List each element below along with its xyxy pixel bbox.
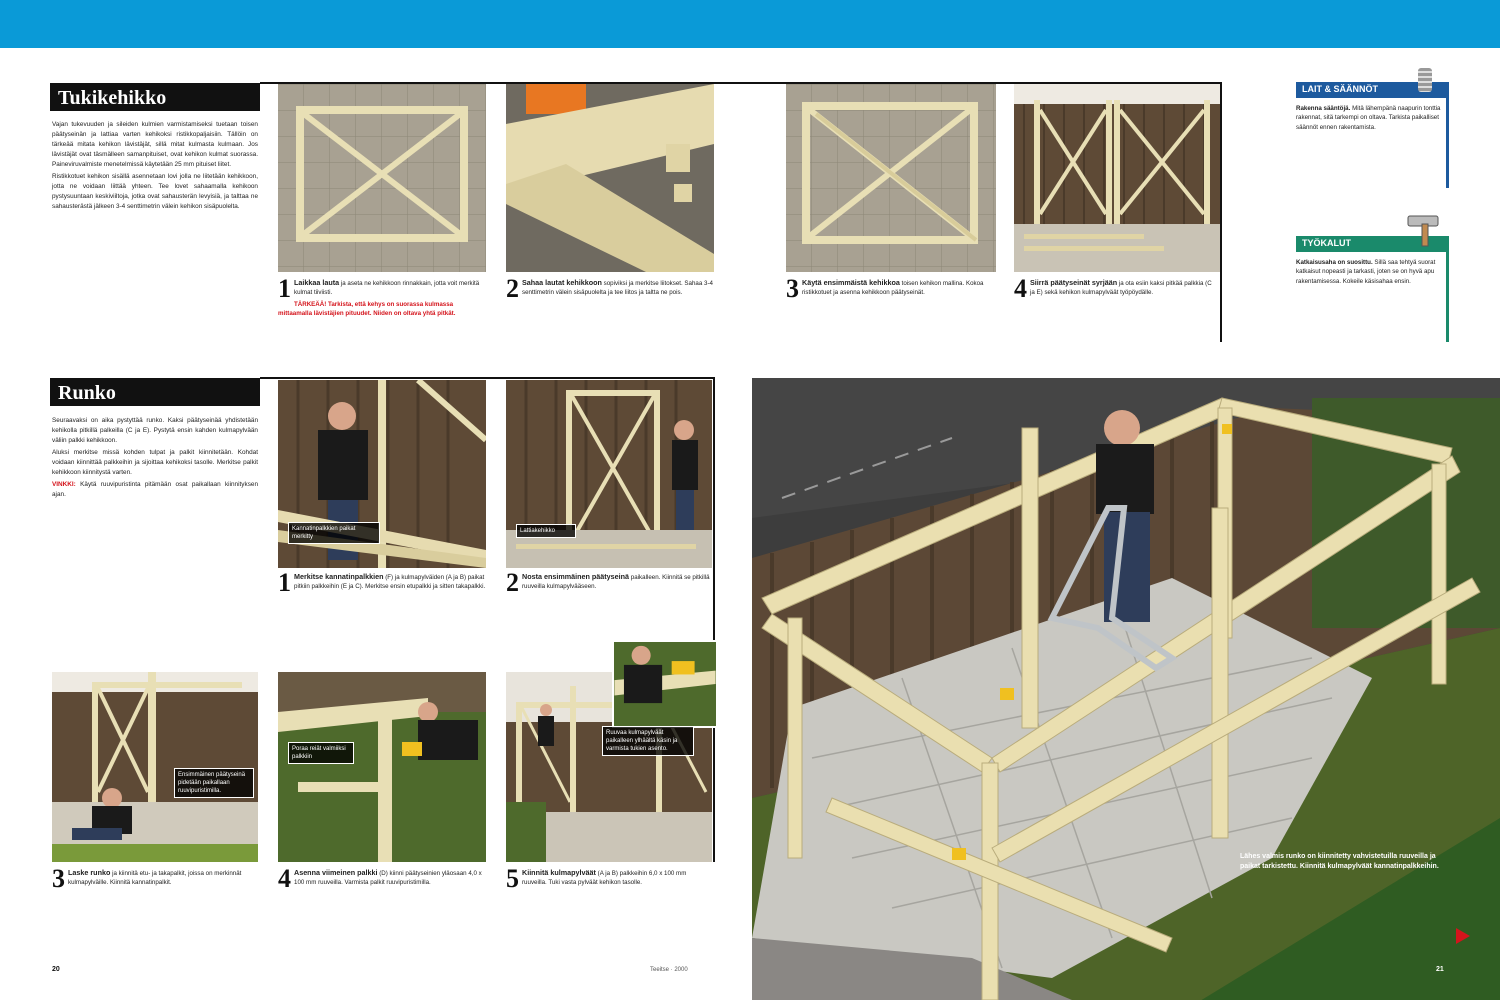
step-text: toisen kehikon mallina. Kokoa ristikkotuet ja asenna kehikkoon päätyseinät. — [802, 280, 984, 297]
tukikehikko-paragraph-2: Ristikkotuet kehikon sisällä asennetaan lovi jolla ne liitetään kehikkoon, jotta ne voidaan liittää yhteen. Tee lovet sahaamalla kehikoon pystysuuntaan keskiviiltoja, jotka ovat sahausterän levyisiä, ja talttaa ne sahausterästä jälkeen 3-4 senttimetrin välein kehikon sisäpuolelta. — [52, 173, 258, 210]
fence-frames-illustration — [1014, 84, 1220, 272]
step-lead: Nosta ensimmäinen päätyseinä — [522, 572, 630, 581]
section-vrule-runko — [713, 377, 715, 862]
sidebar-title-laitsaannot: LAIT & SÄÄNNÖT — [1296, 82, 1446, 98]
tukikehikko-paragraph-1: Vajan tukevuuden ja sileiden kulmien varmistamiseksi tuetaan toisen päätyseinän ja lattiaa varten kehikoksi ristikkopaljaisiin. Tällöin on tärkeää mitata kehikon lävistäjät, sillä mitat kulmasta kulmaan. Jos lävistäjät ovat täsmälleen samanpituiset, ovat kehikon kulmat suorassa. Paineviruvalmiste menetelmissä käytetään 25 mm pituiset liitet. — [52, 121, 258, 168]
step-text: (D) kiinni päätyseinien yläosaan 4,0 x 100 mm ruuveilla. Varmista palkit ruuvipuristimilla. — [294, 870, 482, 887]
step-mid-2 — [506, 568, 712, 597]
photo-man-kneeling — [52, 672, 258, 862]
step-number: 4 — [278, 864, 291, 893]
tip-text: Käytä ruuvipuristinta pitämään osat paikallaan kiinnityksen ajan. — [52, 481, 259, 498]
step-top-2 — [506, 274, 714, 303]
page-number-left: 20 — [52, 966, 60, 973]
step-number: 3 — [52, 864, 65, 893]
frame-illustration — [278, 84, 486, 272]
second-frame-illustration — [786, 84, 996, 272]
photo-label-bot1: Ensimmäinen päätyseinä pidetään paikallaan ruuvipuristimilla. — [174, 768, 254, 798]
step-text: paikalleen. Kiinnitä se pitkillä ruuveilla kulmapylvääseen. — [522, 574, 710, 591]
footer-publication: Teeitse · 2000 — [650, 967, 688, 973]
drilling-illustration — [278, 672, 486, 862]
step-lead: Käytä ensimmäistä kehikkoa — [802, 278, 900, 287]
section-rule-runko — [260, 377, 715, 379]
photo-drilling-beam — [278, 672, 486, 862]
sidebar-border-blue — [1446, 82, 1449, 188]
step-text: ja aseta ne kehikkoon rinnakkain, jotta voit merkitä kulmat tiiviisti. — [294, 280, 480, 297]
photo-frame-on-tiles — [278, 84, 486, 272]
screw-icon — [1418, 68, 1432, 92]
step-lead: Merkitse kannatinpalkkien — [294, 572, 384, 581]
step-lead: Laske runko — [68, 868, 111, 877]
sidebar-lead: Rakenna sääntöjä. — [1296, 104, 1351, 112]
step-number: 3 — [786, 274, 799, 303]
inset-illustration — [614, 642, 716, 726]
runko-body — [52, 416, 258, 502]
step-bottom-4 — [278, 864, 486, 893]
step-lead: Laikkaa lauta — [294, 278, 340, 287]
step-number: 2 — [506, 274, 519, 303]
sidebar-lead: Katkaisusaha on suosittu. — [1296, 258, 1373, 266]
step-warning — [278, 300, 486, 319]
tip-label: VINKKI: — [52, 481, 76, 488]
photo-label-bot2: Poraa reiät valmiiksi palkkiin — [288, 742, 354, 764]
big-photo-caption: Lähes valmis runko on kiinnitetty vahvistetuilla ruuveilla ja paikat tarkistettu. Kiinnitä kulmapylväät kannatinpalkkeihin. — [1240, 853, 1439, 870]
photo-label-mid2: Lattiakehikko — [516, 524, 576, 538]
step-lead: Asenna viimeinen palkki — [294, 868, 378, 877]
step-text: (A ja B) palkkeihin 6,0 x 100 mm ruuveilla. Tuki vasta pylväät kehikon tasolle. — [522, 870, 687, 887]
step-number: 1 — [278, 274, 291, 303]
runko-paragraph-1: Seuraavaksi on aika pystyttää runko. Kaksi päätyseinää yhdistetään kehikolla pitkillä palkeilla (C ja E). Pystytä ensin kahden kulmapylvään väliin palkki kehikkoon. — [52, 417, 258, 444]
section-title-tukikehikko: Tukikehikko — [50, 83, 260, 111]
raising-wall-illustration — [506, 380, 712, 568]
next-page-arrow-icon — [1456, 928, 1470, 944]
step-text: sopiviksi ja merkitse liitokset. Sahaa 3-4 senttimetrin välein sisäpuolelta ja tee liitos ja taltta ne pois. — [522, 280, 713, 297]
step-lead: Siirrä päätyseinät syrjään — [1030, 278, 1118, 287]
warning-text: Tarkista, että kehys on suorassa kulmassa mittaamalla lävistäjien pituudet. Niiden on oltava yhtä pitkät. — [278, 300, 456, 318]
photo-frames-on-fence — [1014, 84, 1220, 272]
step-top-4 — [1014, 274, 1218, 303]
tukikehikko-body — [52, 120, 258, 214]
step-top-1 — [278, 274, 486, 319]
joint-illustration — [506, 84, 714, 272]
runko-tip — [52, 480, 258, 500]
sidebar-text: Mitä lähempänä naapurin tonttia rakennat, sitä tarkempi on oltava. Tarkista paikalliset säännöt ennen rakentamista. — [1296, 104, 1441, 131]
step-top-3 — [786, 274, 996, 303]
step-bottom-3 — [52, 864, 258, 893]
step-number: 4 — [1014, 274, 1027, 303]
photo-two-frames — [786, 84, 996, 272]
step-number: 2 — [506, 568, 519, 597]
top-color-bar — [0, 0, 1500, 48]
photo-shed-frame-aerial — [752, 378, 1500, 1000]
step-text: ja kiinnitä etu- ja takapalkit, joissa on merkinnät kulmapylväille. Kiinnitä kannatinpalkit. — [68, 870, 242, 887]
section-vrule-right — [1220, 82, 1222, 342]
photo-raising-wall — [506, 380, 712, 568]
shed-aerial-illustration — [752, 378, 1500, 1000]
photo-label-mid1: Kannatinpalkkien paikat merkitty — [288, 522, 380, 544]
step-text: ja ota esiin kaksi pitkää palkkia (C ja E) sekä kehikon kulmapylväät työpöydälle. — [1030, 280, 1212, 297]
kneeling-illustration — [52, 672, 258, 862]
step-lead: Sahaa lautat kehikkoon — [522, 278, 602, 287]
photo-inset-screwing — [612, 640, 718, 728]
step-bottom-5 — [506, 864, 712, 893]
step-number: 5 — [506, 864, 519, 893]
sidebar-text: Sillä saa tehtyä suorat katkaisut nopeasti ja tarkasti, joten se on hyvä apu rakentamisessa. Kokeile käsisahaa ensin. — [1296, 258, 1436, 285]
section-title-runko: Runko — [50, 378, 260, 406]
hammer-icon — [1404, 212, 1448, 248]
step-lead: Kiinnitä kulmapylväät — [522, 868, 596, 877]
runko-paragraph-2: Aluksi merkitse missä kohden tulpat ja palkit kiinnitetään. Kohdat voidaan kiinnittää palkkeihin ja sijoittaa kehikoksi tasolle. Merkitse palkit kehikkoon kiinnitystä varten. — [52, 449, 258, 476]
page-number-right: 21 — [1436, 966, 1444, 973]
step-number: 1 — [278, 568, 291, 597]
step-mid-1 — [278, 568, 486, 597]
warning-label: TÄRKEÄÄ! — [294, 300, 327, 308]
photo-label-bot3: Ruuvaa kulmapylväät paikalleen ylhäältä käsin ja varmista tukien asento. — [602, 726, 694, 756]
sidebar-title-tyokalut: TYÖKALUT — [1296, 236, 1446, 252]
photo-joint-closeup — [506, 84, 714, 272]
sidebar-border-green — [1446, 236, 1449, 342]
step-text: (F) ja kulmapylväiden (A ja B) paikat pitkiin palkkeihin (E ja C). Merkitse ensin etupalkki ja sitten takapalkki. — [294, 574, 486, 591]
